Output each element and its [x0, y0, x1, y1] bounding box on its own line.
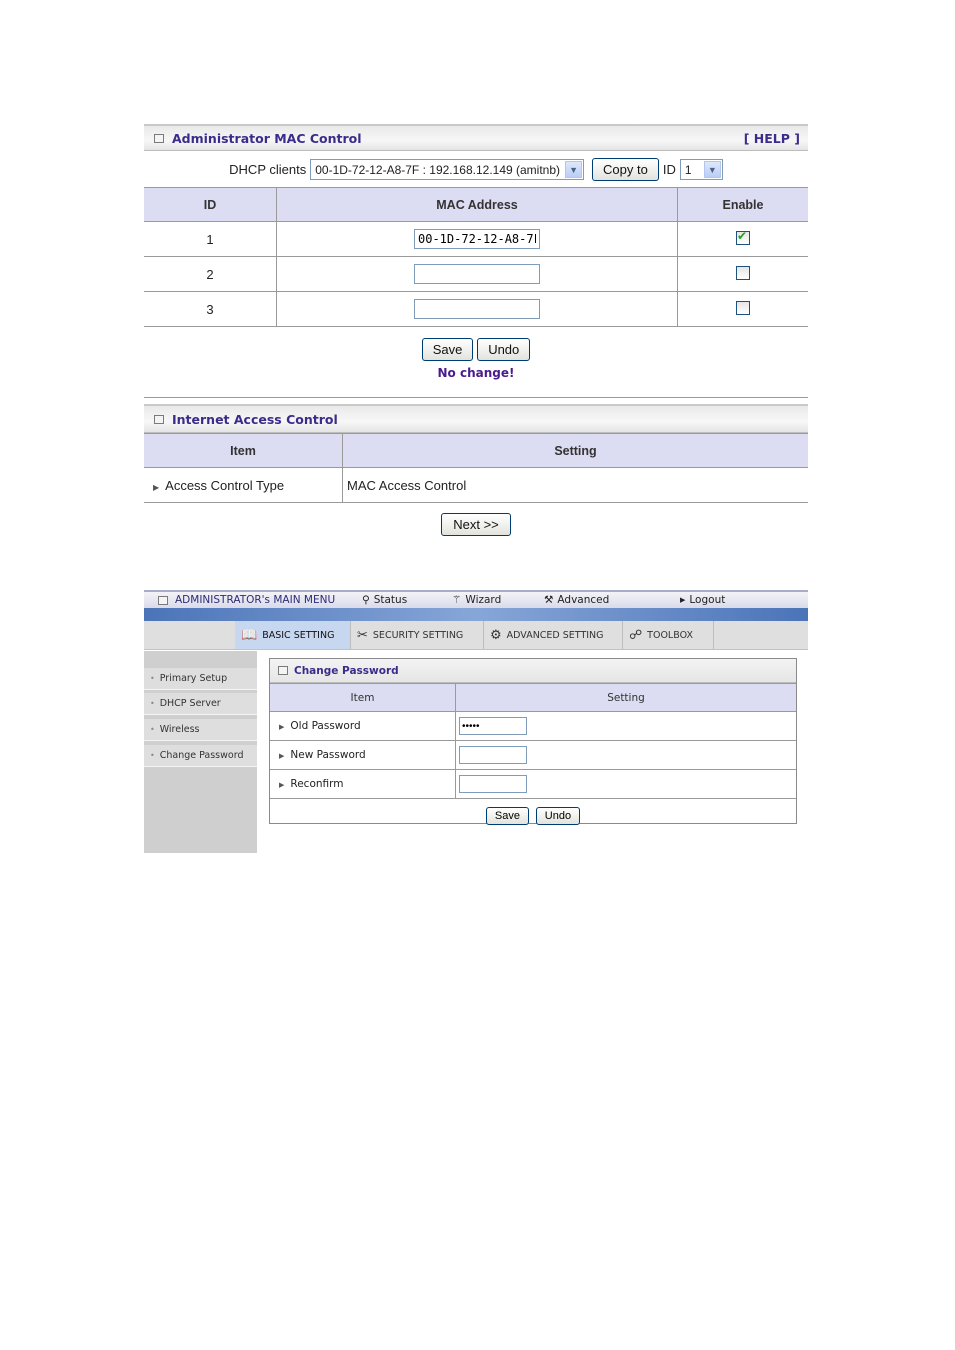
- sidebar-item-wireless[interactable]: • Wireless: [144, 719, 257, 741]
- new-password-input[interactable]: [459, 746, 527, 764]
- row-id: 3: [144, 292, 277, 327]
- menu-wizard-label: Wizard: [465, 594, 502, 606]
- next-button[interactable]: Next >>: [441, 513, 511, 536]
- mac-table: [144, 187, 808, 327]
- mac-control-panel: [144, 124, 808, 398]
- help-link[interactable]: [ HELP ]: [743, 130, 800, 146]
- toolbox-icon: ☍: [629, 627, 643, 643]
- panel-square-icon: [158, 596, 168, 605]
- wizard-icon: ⚚: [452, 594, 462, 606]
- next-row: [144, 513, 808, 536]
- undo-button[interactable]: Undo: [536, 807, 580, 825]
- col-enable: Enable: [678, 188, 809, 222]
- reconfirm-label: Reconfirm: [290, 778, 344, 790]
- panel-square-icon: [154, 134, 164, 143]
- table-row: [270, 770, 796, 799]
- id-label: ID: [662, 162, 676, 177]
- mac-control-title: Administrator MAC Control: [172, 130, 362, 146]
- row-id: 2: [144, 257, 277, 292]
- item-cell: [270, 770, 456, 799]
- access-control-panel: [144, 404, 808, 536]
- access-table: [144, 433, 808, 503]
- change-password-actions: [270, 799, 796, 825]
- triangle-right-icon: ▶: [680, 596, 686, 604]
- dhcp-clients-label: DHCP clients: [229, 162, 307, 177]
- tab-advanced-label: ADVANCED SETTING: [506, 629, 604, 641]
- menu-advanced[interactable]: [544, 594, 609, 606]
- decorative-banner: [144, 608, 808, 621]
- copy-to-button[interactable]: Copy to: [592, 158, 659, 181]
- save-button[interactable]: Save: [486, 807, 529, 825]
- access-control-type-value: MAC Access Control: [343, 468, 809, 503]
- security-icon: ✂: [357, 627, 368, 643]
- tab-toolbox-label: TOOLBOX: [647, 629, 693, 641]
- main-menu-title: ADMINISTRATOR's MAIN MENU: [175, 594, 336, 606]
- enable-checkbox-3[interactable]: [736, 301, 750, 315]
- access-control-header: [144, 404, 808, 433]
- status-icon: ⚲: [362, 594, 370, 606]
- sidebar: [144, 651, 257, 853]
- table-row: [144, 468, 808, 503]
- dhcp-row: [144, 151, 808, 188]
- col-item: Item: [144, 434, 343, 468]
- col-setting: Setting: [456, 684, 797, 712]
- item-cell: [270, 712, 456, 741]
- table-row: [270, 712, 796, 741]
- triangle-right-icon: ▶: [279, 752, 285, 760]
- setting-cell: [456, 741, 797, 770]
- tab-toolbox[interactable]: [623, 621, 714, 649]
- new-password-label: New Password: [290, 749, 366, 761]
- undo-button[interactable]: Undo: [477, 338, 530, 361]
- sidebar-item-change-password[interactable]: • Change Password: [144, 745, 257, 767]
- row-id: 1: [144, 222, 277, 257]
- table-row: [144, 292, 808, 327]
- chevron-down-icon[interactable]: ▼: [704, 161, 721, 178]
- chevron-down-icon[interactable]: ▼: [565, 161, 582, 178]
- mac-actions: [144, 327, 808, 398]
- enable-cell: [678, 292, 809, 327]
- mac-control-header: [144, 124, 808, 151]
- mac-address-input-3[interactable]: [414, 299, 540, 319]
- setting-cell: [456, 712, 797, 741]
- menu-advanced-label: Advanced: [557, 594, 610, 606]
- table-row: [270, 741, 796, 770]
- mac-cell: [277, 292, 678, 327]
- old-password-label: Old Password: [290, 720, 361, 732]
- reconfirm-input[interactable]: [459, 775, 527, 793]
- tab-advanced-setting[interactable]: [484, 621, 623, 649]
- old-password-input[interactable]: [459, 717, 527, 735]
- advanced-setting-icon: ⚙: [490, 627, 502, 643]
- panel-square-icon: [154, 415, 164, 424]
- change-password-table: [270, 683, 796, 799]
- menu-wizard[interactable]: [452, 594, 501, 606]
- enable-cell: [678, 222, 809, 257]
- id-select-value: 1: [684, 162, 692, 177]
- advanced-icon: ⚒: [544, 594, 554, 606]
- triangle-right-icon: ▶: [153, 482, 160, 492]
- sidebar-item-primary-setup[interactable]: • Primary Setup: [144, 668, 257, 690]
- tab-security-setting[interactable]: [351, 621, 484, 649]
- dhcp-clients-value: 00-1D-72-12-A8-7F : 192.168.12.149 (amitnb): [315, 162, 561, 177]
- mac-address-input-2[interactable]: [414, 264, 540, 284]
- enable-checkbox-1[interactable]: [736, 231, 750, 245]
- change-password-title: Change Password: [294, 664, 399, 677]
- access-control-type-label: Access Control Type: [165, 477, 285, 493]
- triangle-right-icon: ▶: [279, 723, 285, 731]
- col-item: Item: [270, 684, 456, 712]
- main-menu-bar: [144, 590, 808, 608]
- settings-tabs: [144, 621, 808, 650]
- item-cell: [270, 741, 456, 770]
- table-row: [144, 257, 808, 292]
- mac-cell: [277, 222, 678, 257]
- tab-security-label: SECURITY SETTING: [372, 629, 464, 641]
- change-password-header: [270, 659, 796, 683]
- panel-square-icon: [278, 666, 288, 675]
- menu-status[interactable]: [362, 594, 407, 606]
- col-id: ID: [144, 188, 277, 222]
- menu-status-label: Status: [373, 594, 408, 606]
- save-button[interactable]: Save: [422, 338, 474, 361]
- dhcp-clients-select[interactable]: [310, 159, 584, 180]
- mac-address-input-1[interactable]: [414, 229, 540, 249]
- setting-cell: [456, 770, 797, 799]
- router-admin-screen: [144, 590, 808, 853]
- menu-logout[interactable]: [680, 594, 725, 606]
- sidebar-item-dhcp-server[interactable]: • DHCP Server: [144, 693, 257, 715]
- access-control-title: Internet Access Control: [172, 411, 338, 427]
- item-cell: [144, 468, 343, 503]
- menu-logout-label: Logout: [689, 594, 726, 606]
- col-setting: Setting: [343, 434, 809, 468]
- enable-checkbox-2[interactable]: [736, 266, 750, 280]
- status-message: No change!: [437, 366, 515, 380]
- id-select[interactable]: [680, 159, 723, 180]
- table-row: [144, 222, 808, 257]
- mac-cell: [277, 257, 678, 292]
- book-icon: 📖: [241, 627, 258, 643]
- change-password-panel: [269, 658, 797, 824]
- tab-basic-setting[interactable]: [235, 621, 351, 649]
- tab-basic-label: BASIC SETTING: [262, 629, 335, 641]
- triangle-right-icon: ▶: [279, 781, 285, 789]
- col-mac-address: MAC Address: [277, 188, 678, 222]
- enable-cell: [678, 257, 809, 292]
